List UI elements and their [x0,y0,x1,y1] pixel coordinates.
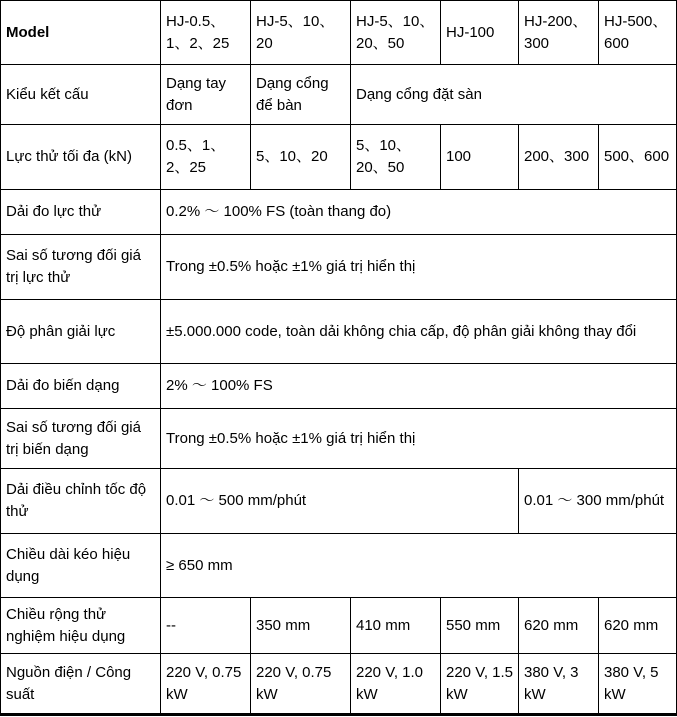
power-cell-2: 220 V, 1.0 kW [351,654,441,715]
row-label-speed: Dải điều chỉnh tốc độ thử [1,469,161,534]
speed-value-right: 0.01 ～ 300 mm/phút [519,469,677,534]
power-cell-3: 220 V, 1.5 kW [441,654,519,715]
max-force-cell-1: 5、10、20 [251,125,351,190]
row-speed [1,469,677,534]
max-force-cell-3: 100 [441,125,519,190]
row-label-force-range: Dải đo lực thử [1,190,161,235]
row-label-max-force: Lực thử tối đa (kN) [1,125,161,190]
row-label-strain-range: Dải đo biến dạng [1,364,161,409]
effective-width-cell-3: 550 mm [441,598,519,654]
effective-width-cell-2: 410 mm [351,598,441,654]
model-cell-4: HJ-200、300 [519,1,599,65]
row-label-force-error: Sai số tương đối giá trị lực thử [1,235,161,300]
effective-width-cell-0: -- [161,598,251,654]
row-force-error [1,235,677,300]
row-label-model: Model [1,1,161,65]
force-error-value: Trong ±0.5% hoặc ±1% giá trị hiển thị [161,235,677,300]
speed-value-left: 0.01 ～ 500 mm/phút [161,469,519,534]
row-effective-length [1,534,677,598]
model-cell-5: HJ-500、600 [599,1,677,65]
row-strain-range [1,364,677,409]
row-label-strain-error: Sai số tương đối giá trị biến dạng [1,409,161,469]
structure-cell-1: Dạng cổng để bàn [251,65,351,125]
row-strain-error [1,409,677,469]
effective-width-cell-4: 620 mm [519,598,599,654]
row-label-effective-length: Chiều dài kéo hiệu dụng [1,534,161,598]
structure-cell-0: Dạng tay đơn [161,65,251,125]
max-force-cell-2: 5、10、20、50 [351,125,441,190]
max-force-cell-0: 0.5、1、2、25 [161,125,251,190]
effective-width-cell-5: 620 mm [599,598,677,654]
model-cell-2: HJ-5、10、20、50 [351,1,441,65]
force-range-value: 0.2% ～ 100% FS (toàn thang đo) [161,190,677,235]
power-cell-1: 220 V, 0.75 kW [251,654,351,715]
power-cell-4: 380 V, 3 kW [519,654,599,715]
max-force-cell-5: 500、600 [599,125,677,190]
effective-length-value: ≥ 650 mm [161,534,677,598]
row-structure [1,65,677,125]
force-resolution-value: ±5.000.000 code, toàn dải không chia cấp, độ phân giải không thay đổi [161,300,677,364]
row-label-effective-width: Chiều rộng thử nghiệm hiệu dụng [1,598,161,654]
row-force-resolution [1,300,677,364]
row-force-range [1,190,677,235]
model-cell-1: HJ-5、10、20 [251,1,351,65]
strain-error-value: Trong ±0.5% hoặc ±1% giá trị hiển thị [161,409,677,469]
row-max-force [1,125,677,190]
model-cell-0: HJ-0.5、1、2、25 [161,1,251,65]
row-label-structure: Kiểu kết cấu [1,65,161,125]
row-label-power: Nguồn điện / Công suất [1,654,161,715]
power-cell-0: 220 V, 0.75 kW [161,654,251,715]
row-model [1,1,677,65]
strain-range-value: 2% ～ 100% FS [161,364,677,409]
row-effective-width [1,598,677,654]
row-label-force-resolution: Độ phân giải lực [1,300,161,364]
max-force-cell-4: 200、300 [519,125,599,190]
model-cell-3: HJ-100 [441,1,519,65]
row-power [1,654,677,715]
power-cell-5: 380 V, 5 kW [599,654,677,715]
effective-width-cell-1: 350 mm [251,598,351,654]
structure-cell-2: Dạng cổng đặt sàn [351,65,677,125]
